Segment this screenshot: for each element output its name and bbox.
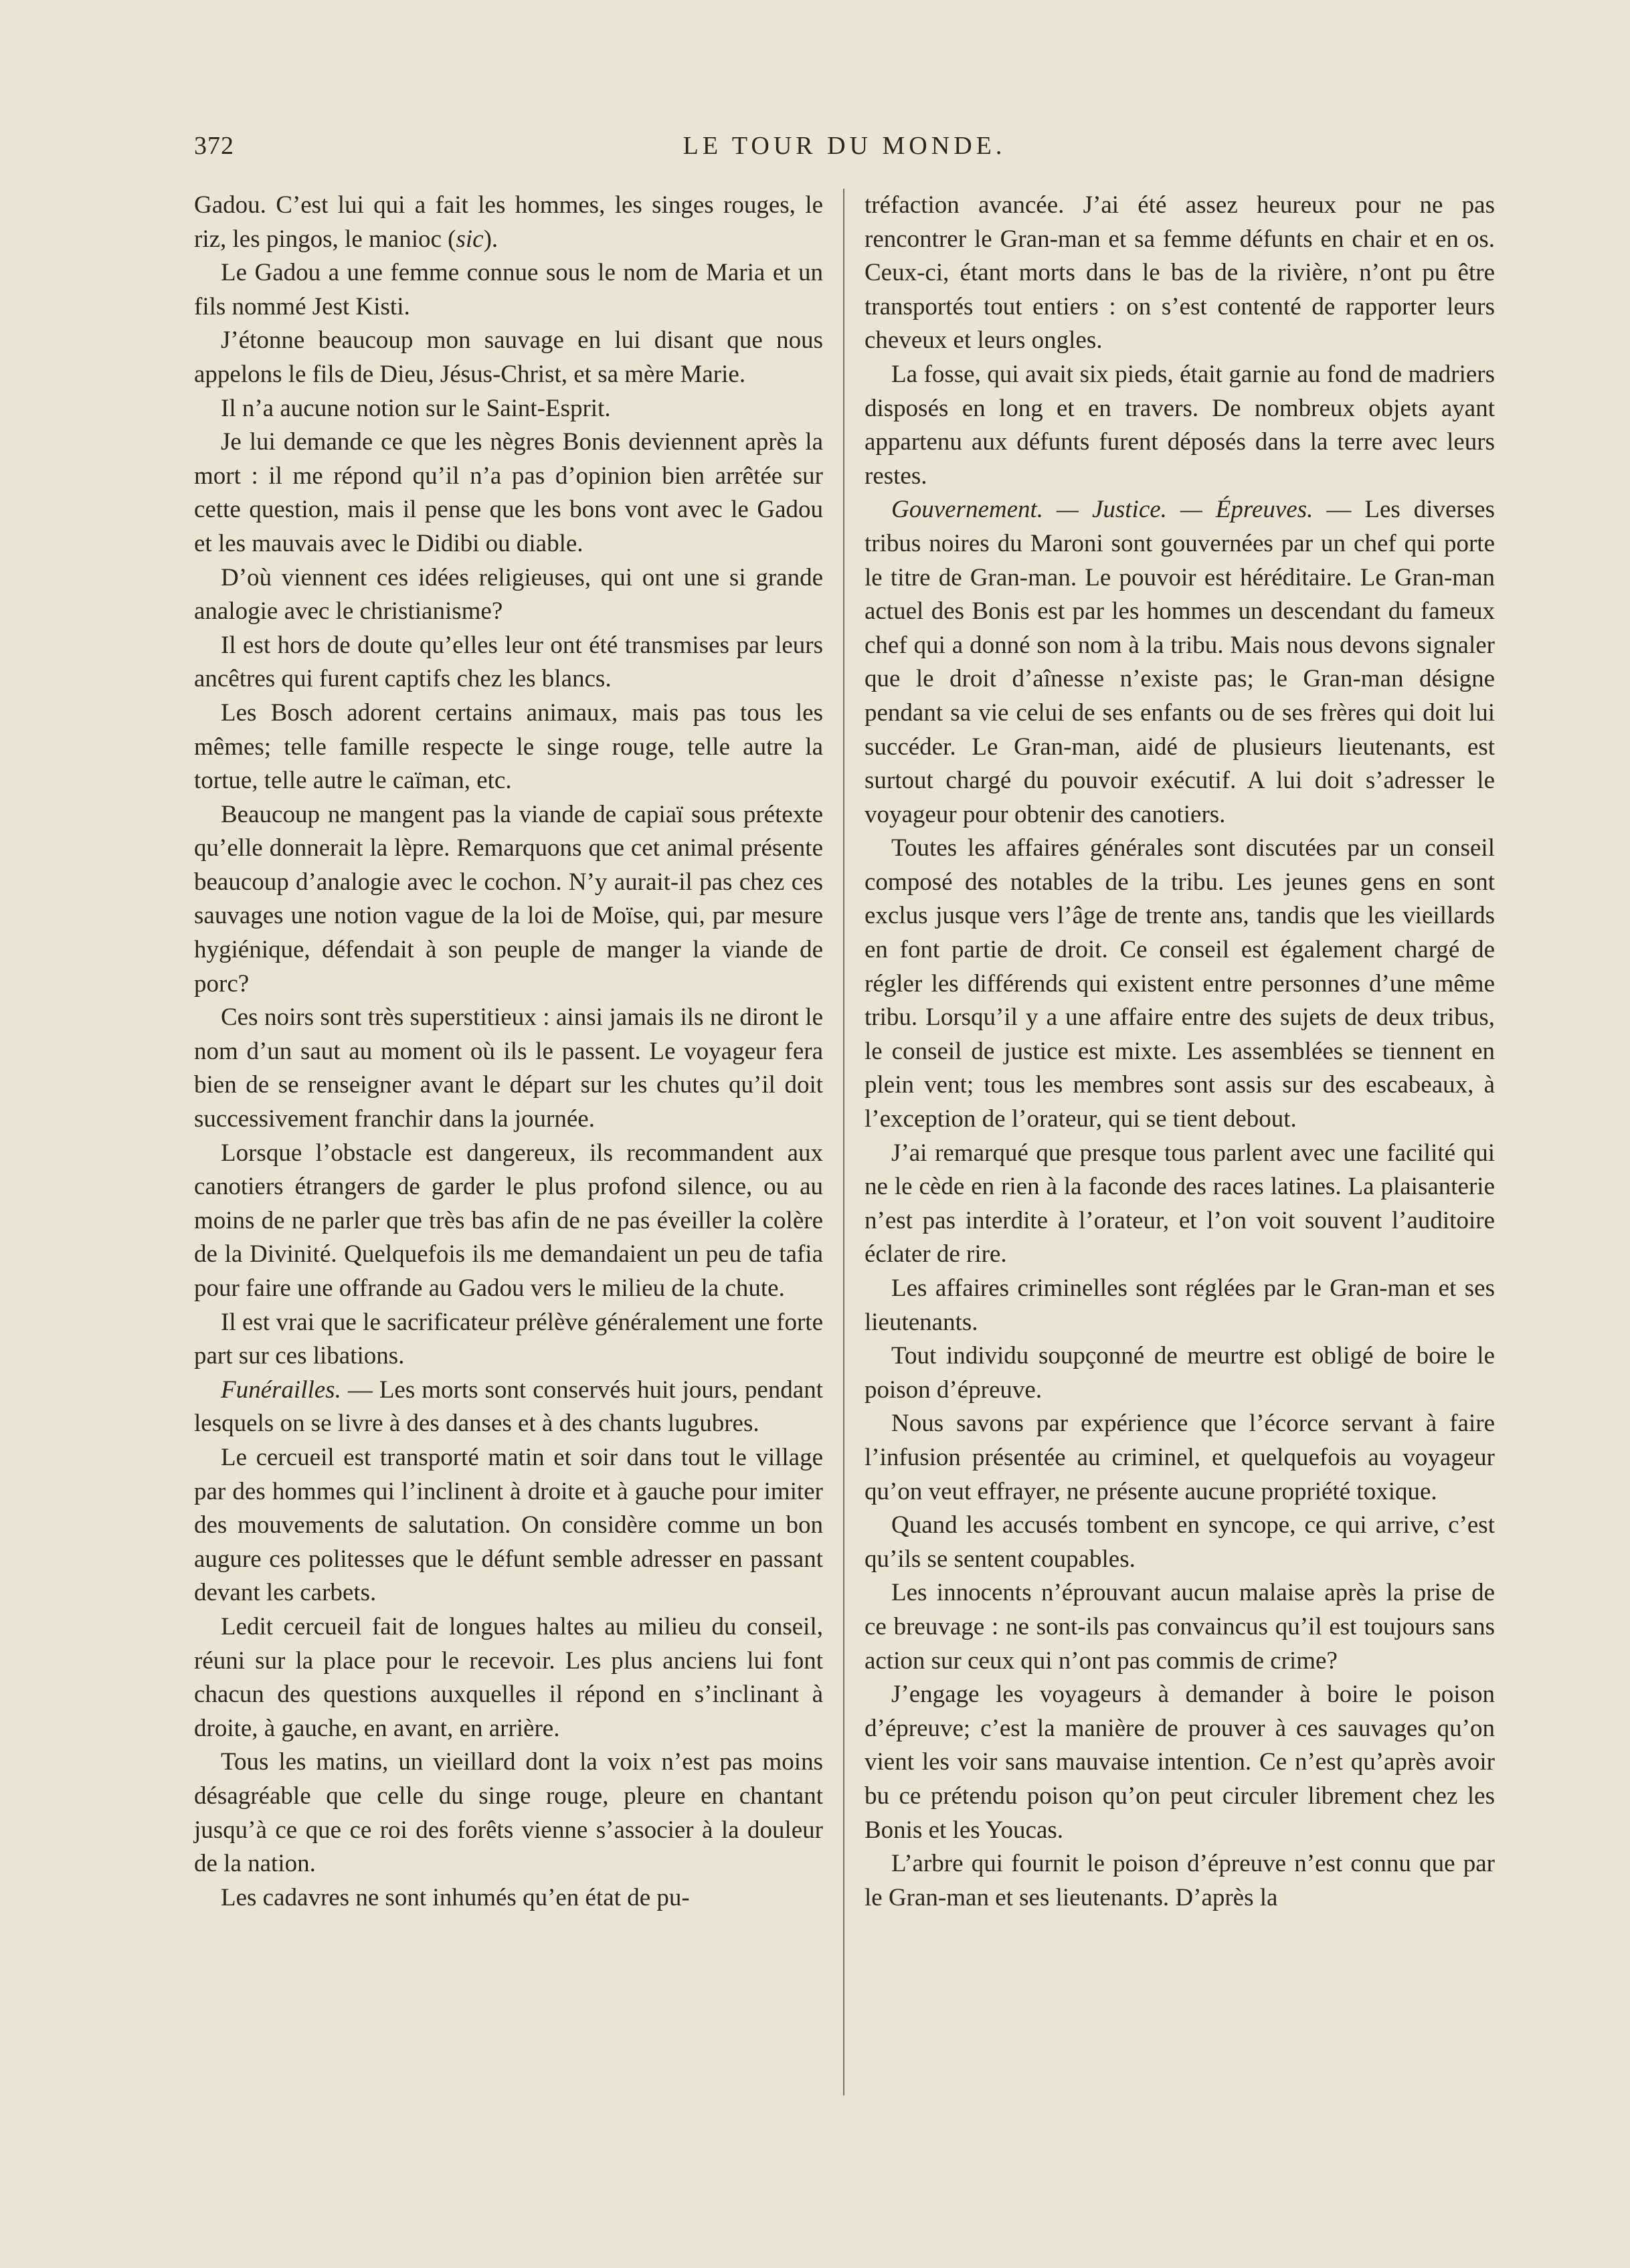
right-column: [865, 189, 1495, 1915]
paragraph: J’engage les voyageurs à demander à boire le poison d’épreuve; c’est la manière de prouver à ces sauvages qu’on vient les voir sans mauvaise intention. Ce n’est qu’après avoir bu ce prétendu poison qu’on peut circuler librement chez les Bonis et les Youcas.: [865, 1681, 1495, 1844]
paragraph: Tout individu soupçonné de meurtre est obligé de boire le poison d’épreuve.: [865, 1342, 1495, 1404]
paragraph: Lorsque l’obstacle est dangereux, ils recommandent aux canotiers étrangers de garder le plus profond silence, ou au moins de ne parler que très bas afin de ne pas éveiller la colère de la Divinité. Quelquefois ils me demandaient un peu de tafia pour faire une offrande au Gadou vers le milieu de la chute.: [194, 1139, 823, 1302]
paragraph: Le cercueil est transporté matin et soir dans tout le village par des hommes qui l’inclinent à droite et à gauche pour imiter des mouvements de salutation. On considère comme un bon augure ces politesses que le défunt semble adresser en passant devant les carbets.: [194, 1443, 823, 1607]
paragraph: Funérailles. — Les morts sont conservés huit jours, pendant lesquels on se livre à des danses et à des chants lugubres.: [194, 1376, 823, 1438]
left-column: [194, 189, 823, 1915]
paragraph: Les affaires criminelles sont réglées par le Gran-man et ses lieutenants.: [865, 1274, 1495, 1336]
paragraph: D’où viennent ces idées religieuses, qui ont une si grande analogie avec le christianisme?: [194, 563, 823, 626]
running-title: LE TOUR DU MONDE.: [683, 132, 1006, 160]
paragraph: Le Gadou a une femme connue sous le nom de Maria et un fils nommé Jest Kisti.: [194, 259, 823, 320]
column-divider: [843, 189, 844, 2095]
paragraph: tréfaction avancée. J’ai été assez heureux pour ne pas rencontrer le Gran-man et sa femme défunts en chair et en os. Ceux-ci, étant morts dans le bas de la rivière, n’ont pu être transportés tout entiers : on s’est contenté de rapporter leurs cheveux et leurs ongles.: [865, 191, 1495, 355]
paragraph: Ces noirs sont très superstitieux : ainsi jamais ils ne diront le nom d’un saut au moment où ils le passent. Le voyageur fera bien de se renseigner avant le départ sur les chutes qu’il doit successivement franchir dans la journée.: [194, 1004, 823, 1133]
paragraph: Beaucoup ne mangent pas la viande de capiaï sous prétexte qu’elle donnerait la lèpre. Remarquons que cet animal présente beaucoup d’analogie avec le cochon. N’y aurait-il pas chez ces sauvages une notion vague de la loi de Moïse, qui, par mesure hygiénique, défendait à son peuple de manger la viande de porc?: [194, 800, 823, 998]
paragraph: Il est hors de doute qu’elles leur ont été transmises par leurs ancêtres qui furent captifs chez les blancs.: [194, 631, 823, 693]
paragraph: Tous les matins, un vieillard dont la voix n’est pas moins désagréable que celle du singe rouge, pleure en chantant jusqu’à ce que ce roi des forêts vienne s’associer à la douleur de la nation.: [194, 1748, 823, 1878]
paragraph: Je lui demande ce que les nègres Bonis deviennent après la mort : il me répond qu’il n’a pas d’opinion bien arrêtée sur cette question, mais il pense que les bons vont avec le Gadou et les mauvais avec le Didibi ou diable.: [194, 428, 823, 557]
paragraph: L’arbre qui fournit le poison d’épreuve n’est connu que par le Gran-man et ses lieutenants. D’après la: [865, 1850, 1495, 1911]
paragraph: Toutes les affaires générales sont discutées par un conseil composé des notables de la tribu. Les jeunes gens en sont exclus jusque vers l’âge de trente ans, tandis que les vieillards en font partie de droit. Ce conseil est également chargé de régler les différends qui existent entre personnes d’une même tribu. Lorsqu’il y a une affaire entre des sujets de deux tribus, le conseil de justice est mixte. Les assemblées se tiennent en plein vent; tous les membres sont assis sur des escabeaux, à l’exception de l’orateur, qui se tient debout.: [865, 834, 1495, 1133]
paragraph: Gadou. C’est lui qui a fait les hommes, les singes rouges, le riz, les pingos, le manioc (sic).: [194, 191, 823, 253]
paragraph: Quand les accusés tombent en syncope, ce qui arrive, c’est qu’ils se sentent coupables.: [865, 1511, 1495, 1573]
paragraph: Ledit cercueil fait de longues haltes au milieu du conseil, réuni sur la place pour le recevoir. Les plus anciens lui font chacun des questions auxquelles il répond en s’inclinant à droite, à gauche, en avant, en arrière.: [194, 1612, 823, 1742]
paragraph: Gouvernement. — Justice. — Épreuves. — Les diverses tribus noires du Maroni sont gouvernées par un chef qui porte le titre de Gran-man. Le pouvoir est héréditaire. Le Gran-man actuel des Bonis est par les hommes un descendant du fameux chef qui a donné son nom à la tribu. Mais nous devons signaler que le droit d’aînesse n’existe pas; le Gran-man désigne pendant sa vie celui de ses enfants ou de ses frères qui doit lui succéder. Le Gran-man, aidé de plusieurs lieutenants, est surtout chargé du pouvoir exécutif. A lui doit s’adresser le voyageur pour obtenir des canotiers.: [865, 496, 1496, 828]
paragraph: La fosse, qui avait six pieds, était garnie au fond de madriers disposés en long et en travers. De nombreux objets ayant appartenu aux défunts furent déposés dans la terre avec leurs restes.: [865, 360, 1495, 490]
paragraph: Les cadavres ne sont inhumés qu’en état de pu-: [221, 1883, 690, 1911]
section-heading: Gouvernement. — Justice. — Épreuves.: [891, 496, 1314, 524]
paragraph: Nous savons par expérience que l’écorce servant à faire l’infusion présentée au criminel, et quelquefois au voyageur qu’on veut effrayer, ne présente aucune propriété toxique.: [865, 1410, 1495, 1505]
paragraph: Les Bosch adorent certains animaux, mais pas tous les mêmes; telle famille respecte le singe rouge, telle autre la tortue, telle autre le caïman, etc.: [194, 698, 823, 795]
paragraph: J’étonne beaucoup mon sauvage en lui disant que nous appelons le fils de Dieu, Jésus-Christ, et sa mère Marie.: [194, 326, 823, 388]
page-number: 372: [194, 132, 234, 160]
paragraph: J’ai remarqué que presque tous parlent avec une facilité qui ne le cède en rien à la faconde des races latines. La plaisanterie n’est pas interdite à l’orateur, et l’on voit souvent l’auditoire éclater de rire.: [865, 1139, 1495, 1268]
paragraph: Il n’a aucune notion sur le Saint-Esprit.: [221, 394, 611, 422]
page-header: [194, 131, 1495, 171]
section-heading: Funérailles.: [221, 1376, 341, 1404]
paragraph: Il est vrai que le sacrificateur prélève généralement une forte part sur ces libations.: [194, 1308, 823, 1370]
paragraph: Les innocents n’éprouvant aucun malaise après la prise de ce breuvage : ne sont-ils pas convaincus qu’il est toujours sans action sur ceux qui n’ont pas commis de crime?: [865, 1579, 1495, 1675]
